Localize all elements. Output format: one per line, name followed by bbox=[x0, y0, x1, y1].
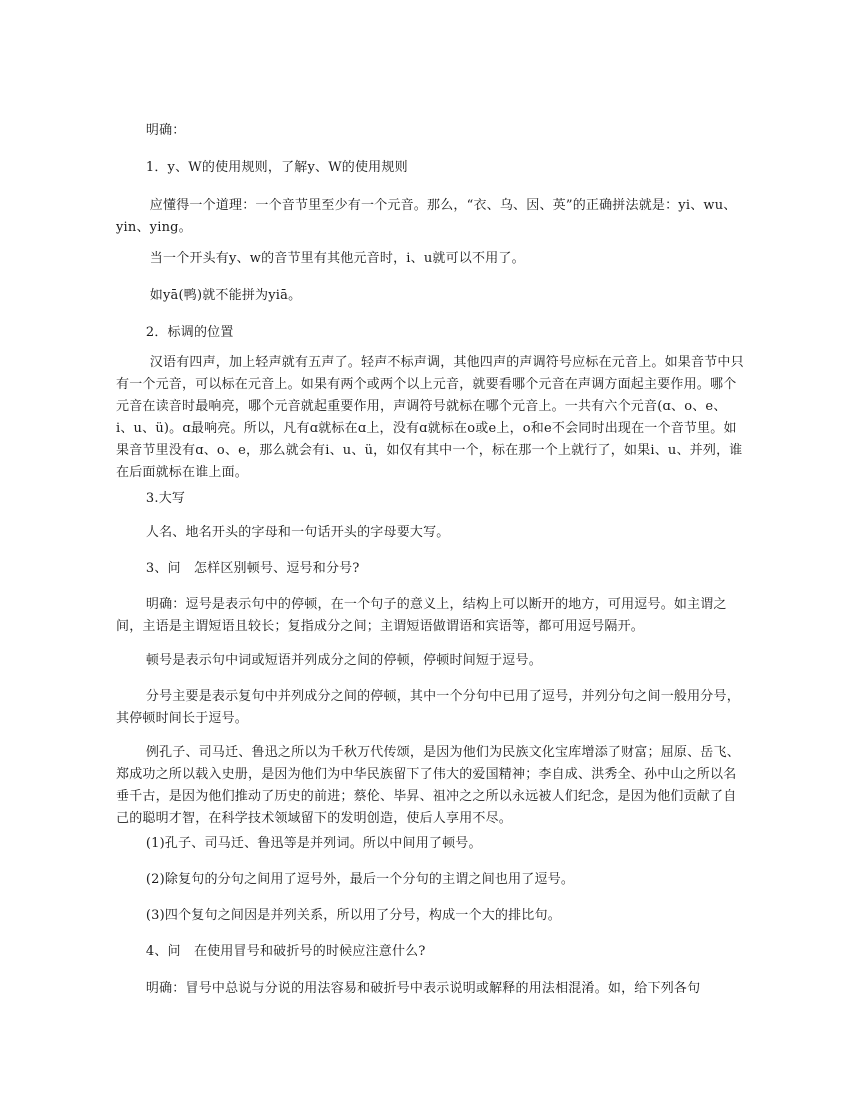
paragraph-capitalization-rule: 人名、地名开头的字母和一句话开头的字母要大写。 bbox=[145, 525, 450, 540]
paragraph-dunhao-usage: 顿号是表示句中词或短语并列成分之间的停顿，停顿时间短于逗号。 bbox=[145, 653, 542, 668]
paragraph-note-1: (1)孔子、司马迁、鲁迅等是并列词。所以中间用了顿号。 bbox=[145, 836, 482, 851]
heading-yw-rules: 1．y、W的使用规则，了解y、W的使用规则 bbox=[145, 160, 408, 175]
heading-question-4: 4、问 在使用冒号和破折号的时候应注意什么? bbox=[145, 944, 426, 959]
paragraph-example-sentence: 例孔子、司马迁、鲁迅之所以为千秋万代传颂，是因为他们为民族文化宝库增添了财富；屈原、岳飞、郑成功之所以载入史册，是因为他们为中华民族留下了伟大的爱国精神；李自成、洪秀全、孙中山之所以名垂千古，是因为他们推动了历史的前进；蔡伦、毕昇、祖冲之之所以永远被人们纪念，是因为他们贡献了自己的聪明才智，在科学技术领域留下的发明创造，使后人享用不尽。 bbox=[116, 745, 740, 826]
paragraph-note-3: (3)四个复句之间因是并列关系，所以用了分号，构成一个大的排比句。 bbox=[145, 908, 561, 923]
paragraph-note-2: (2)除复句的分句之间用了逗号外，最后一个分句的主谓之间也用了逗号。 bbox=[145, 872, 575, 887]
paragraph-yw-omit-iu: 当一个开头有y、w的音节里有其他元音时，i、u就可以不用了。 bbox=[149, 251, 525, 266]
heading-capitalization: 3.大写 bbox=[145, 491, 186, 506]
paragraph-mingque-label: 明确： bbox=[145, 123, 186, 138]
heading-tone-position: 2．标调的位置 bbox=[145, 325, 234, 340]
paragraph-ya-example: 如yā(鸭)就不能拼为yiā。 bbox=[149, 288, 302, 303]
paragraph-vowel-principle: 应懂得一个道理：一个音节里至少有一个元音。那么，“衣、乌、因、英”的正确拼法就是：yi、wu、yin、ying。 bbox=[116, 198, 737, 235]
heading-question-3: 3、问 怎样区别顿号、逗号和分号? bbox=[145, 561, 360, 576]
paragraph-comma-usage: 明确：逗号是表示句中的停顿，在一个句子的意义上，结构上可以断开的地方，可用逗号。如主谓之间，主语是主谓短语且较长；复指成分之间；主谓短语做谓语和宾语等，都可用逗号隔开。 bbox=[116, 597, 727, 634]
paragraph-colon-dash: 明确：冒号中总说与分说的用法容易和破折号中表示说明或解释的用法相混淆。如，给下列各句 bbox=[145, 981, 701, 996]
paragraph-tone-rules: 汉语有四声，加上轻声就有五声了。轻声不标声调，其他四声的声调符号应标在元音上。如果音节中只有一个元音，可以标在元音上。如果有两个或两个以上元音，就要看哪个元音在声调方面起主要作用。哪个元音在读音时最响亮，哪个元音就起重要作用，声调符号就标在哪个元音上。一共有六个元音(ɑ、o、e、i、u、ü)。ɑ最响亮。所以，凡有ɑ就标在ɑ上，没有ɑ就标在o或e上，o和e不会同时出现在一个音节里。如果音节里没有ɑ、o、e，那么就会有i、u、ü，如仅有其中一个，标在那一个上就行了，如果i、u、并列，谁在后面就标在谁上面。 bbox=[116, 355, 744, 480]
paragraph-semicolon-usage: 分号主要是表示复句中并列成分之间的停顿，其中一个分句中已用了逗号，并列分句之间一般用分号，其停顿时间长于逗号。 bbox=[116, 689, 740, 726]
